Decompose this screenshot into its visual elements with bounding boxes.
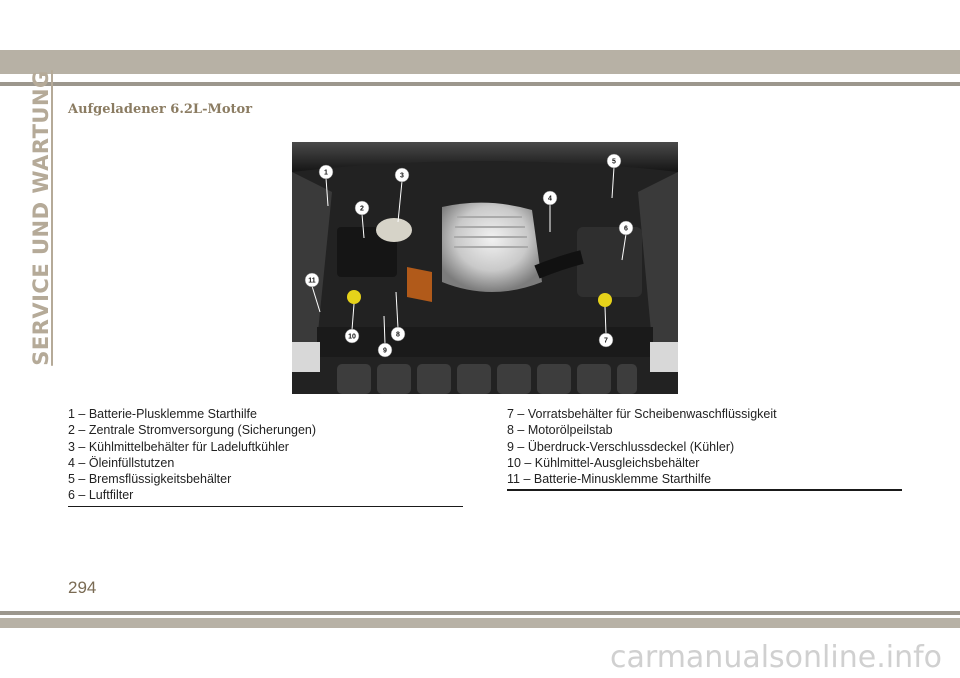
right-headlight bbox=[650, 342, 678, 372]
callout-2-label: 2 bbox=[360, 205, 364, 213]
grille bbox=[337, 364, 637, 394]
section-heading: Aufgeladener 6.2L-Motor bbox=[68, 102, 253, 117]
callout-5-label: 5 bbox=[612, 158, 616, 166]
legend-item: 10 – Kühlmittel-Ausgleichsbehälter bbox=[507, 455, 700, 470]
section-sidebar-label: SERVICE UND WARTUNG bbox=[29, 70, 53, 366]
page-number: 294 bbox=[68, 578, 97, 597]
legend-right-rule bbox=[507, 489, 902, 491]
washer-cap bbox=[598, 293, 612, 307]
footer-rule bbox=[0, 611, 960, 615]
legend-item: 2 – Zentrale Stromversorgung (Sicherungen) bbox=[68, 423, 317, 438]
legend-item: 6 – Luftfilter bbox=[68, 488, 134, 503]
callout-4-label: 4 bbox=[548, 195, 552, 203]
legend-item: 8 – Motorölpeilstab bbox=[507, 423, 613, 438]
oil-cap bbox=[347, 290, 361, 304]
callout-10-label: 10 bbox=[348, 333, 356, 341]
legend-item: 1 – Batterie-Plusklemme Starthilfe bbox=[68, 407, 257, 421]
section-sidebar-title bbox=[25, 70, 57, 366]
air-filter-box bbox=[577, 227, 642, 297]
callout-9-label: 9 bbox=[383, 347, 387, 355]
legend-left bbox=[68, 406, 463, 507]
callout-3-label: 3 bbox=[400, 172, 404, 180]
left-headlight bbox=[292, 342, 320, 372]
engine-bay-figure bbox=[292, 142, 678, 394]
legend-item: 11 – Batterie-Minusklemme Starthilfe bbox=[507, 472, 712, 487]
engine-bay-illustration bbox=[292, 142, 678, 394]
callout-8-label: 8 bbox=[396, 331, 400, 339]
header-rule bbox=[0, 82, 960, 86]
callout-7-label: 7 bbox=[604, 337, 608, 345]
legend-right bbox=[507, 406, 902, 491]
legend-item: 5 – Bremsflüssigkeitsbehälter bbox=[68, 472, 232, 487]
callout-6-label: 6 bbox=[624, 225, 628, 233]
legend-item: 7 – Vorratsbehälter für Scheibenwaschflüssigkeit bbox=[507, 407, 777, 421]
orange-component bbox=[407, 267, 432, 302]
legend-item: 4 – Öleinfüllstutzen bbox=[68, 455, 175, 470]
callout-1-label: 1 bbox=[324, 169, 328, 177]
coolant-reservoir bbox=[376, 218, 412, 242]
legend-left-rule bbox=[68, 506, 463, 508]
header-band bbox=[0, 50, 960, 74]
footer-band bbox=[0, 618, 960, 628]
legend-item: 9 – Überdruck-Verschlussdeckel (Kühler) bbox=[507, 439, 735, 454]
watermark: carmanualsonline.info bbox=[610, 640, 942, 675]
callout-11-label: 11 bbox=[308, 277, 316, 285]
legend-item: 3 – Kühlmittelbehälter für Ladeluftkühler bbox=[68, 439, 289, 454]
